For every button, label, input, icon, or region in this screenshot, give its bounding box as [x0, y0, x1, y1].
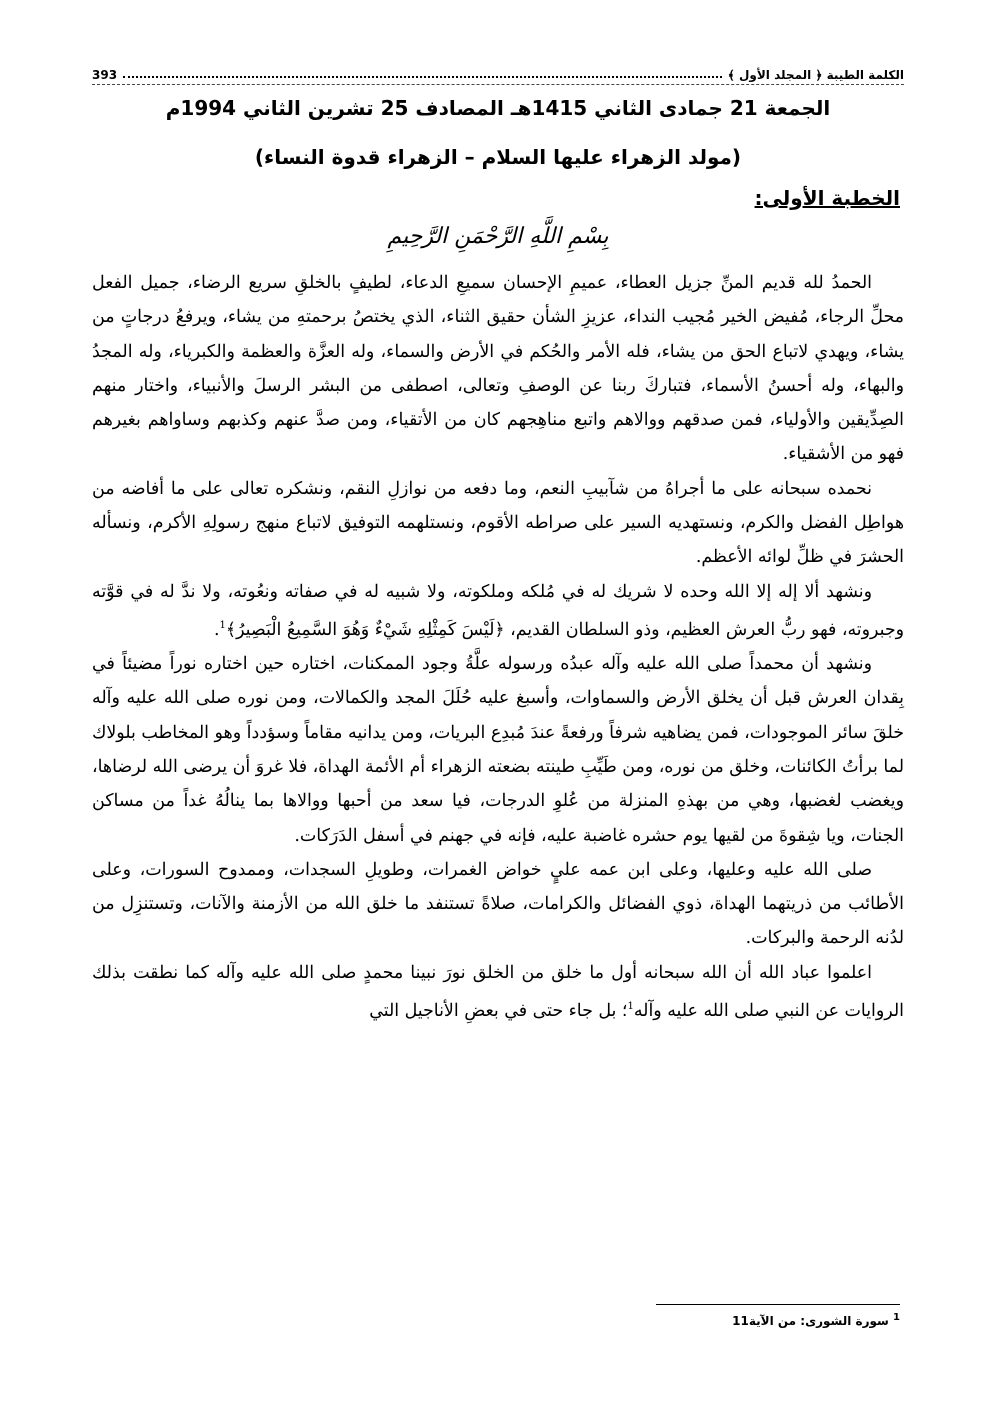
paragraph-4: ونشهد أن محمداً صلى الله عليه وآله عبدُه ورسوله علَّةُ وجود الممكنات، اختاره حين اختاره نوراً مضيئاً في بِقدان العرش قبل أن يخلق الأرض والسماوات، وأسبغ عليه حُلَلَ المجد والكمالات، ومن نوره صلى الله عليه وآله خلقَ سائر الموجودات، فمن يضاهيه شرفاً ورفعةً عندَ مُبدِع البريات، ومن يدانيه مقاماً وسؤدداً وهو المخاطب بلولاك لما برأتُ الكائنات، وخلق من نوره، ومن طَيِّبِ طينته بضعته الزهراء أم الأئمة الهداة، فلا غروَ أن يرضى الله لرضاها، ويغضب لغضبها، وهي من بهذهِ المنزلة من عُلوِ الدرجات، فيا سعد من أحبها ووالاها بما ينالُهُ غداً من مساكن الجنات، ويا شِقوةَ من لقيها يوم حشره غاضبة عليه، فإنه في جهنم في أسفل الدَرَكات. — [92, 654, 904, 846]
quran-quote: ﴿لَيْسَ كَمِثْلِهِ شَيْءٌ وَهُوَ السَّمِيعُ الْبَصِيرُ﴾ — [225, 619, 505, 640]
paragraph-2: نحمده سبحانه على ما أجراهُ من شآبيبِ النعم، وما دفعه من نوازلِ النقم، ونشكره تعالى على ما أفاضه من هواطِل الفضل والكرم، ونستهديه السير على صراطه الأقوم، ونستلهمه التوفيق لاتباع منهج رسولِهِ الأكرم، ونسأله الحشرَ في ظلِّ لوائه الأعظم. — [92, 478, 904, 568]
footnote-marker: 1 — [627, 1001, 634, 1013]
paragraph-1: الحمدُ لله قديم المنِّ جزيل العطاء، عميمِ الإحسان سميعِ الدعاء، لطيفٍ بالخلقِ سريع الرضاء، جميل الفعل محلِّ الرجاء، مُفيض الخير مُجيب النداء، عزيزِ الشأن حقيق الثناء، الذي يختصُ برحمتهِ من يشاء، ويرفعُ درجاتٍ من يشاء، ويهدي لاتباع الحق من يشاء، فله الأمر والحُكم في الأرض والسماء، وله العزَّة والعظمة والكبرياء، وله المجدُ والبهاء، وله أحسنُ الأسماء، فتباركَ ربنا عن الوصفِ وتعالى، اصطفى من البشر الرسلَ والأنبياء، واختار منهم الصِدِّيقين والأولياء، فمن صدقهم ووالاهم واتبع مناهِجهم كان من الأتقياء، ومن صدَّ عنهم وكذبهم وساواهم بغيرهم فهو من الأشقياء. — [92, 273, 904, 465]
sermon-date-heading: الجمعة 21 جمادى الثاني 1415هـ المصادف 25 تشرين الثاني 1994م — [165, 96, 831, 120]
paragraph-6 — [92, 956, 904, 1028]
sermon-occasion-heading: (مولد الزهراء عليها السلام – الزهراء قدوة النساء) — [254, 145, 742, 169]
paragraph-6-text: اعلموا عباد الله أن الله سبحانه أول ما خلق من الخلق نورَ نبينا محمدٍ صلى الله عليه وآله كما نطقت بذلك الروايات عن النبي صلى الله عليه وآله — [92, 962, 904, 1021]
paragraph-3-text: ونشهد ألا إله إلا الله وحده لا شريك له في مُلكه وملكوته، ولا شبيه له في صفاته ونعُوته، ولا ندَّ له في قوَّته وجبروته، فهو ربُّ العرش العظيم، وذو السلطان القديم، — [92, 581, 904, 640]
sermon-body — [92, 266, 904, 1028]
running-header — [92, 58, 904, 82]
footnote-marker: 1 — [219, 619, 226, 631]
footnote-divider — [656, 1304, 900, 1305]
page-number: 393 — [92, 68, 118, 82]
header-divider — [92, 84, 904, 85]
paragraph-5: صلى الله عليه وعليها، وعلى ابن عمه عليٍ خواض الغمرات، وطويلِ السجدات، وممدوح السورات، وعلى الأطائب من ذريتهما الهداة، ذوي الفضائل والكرامات، صلاةً تستنفد ما خلق الله من الأزمنة والآنات، وتستنزِل من لدُنه الرحمة والبركات. — [92, 859, 904, 949]
first-sermon-label: الخطبة الأولى: — [754, 186, 900, 210]
paragraph-3-end: . — [213, 619, 220, 640]
header-dot-leader — [123, 75, 722, 78]
basmala-calligraphy: بِسْمِ اللَّهِ الرَّحْمَنِ الرَّحِيمِ — [387, 224, 609, 249]
footnote-number: 1 — [893, 1312, 900, 1323]
paragraph-6-end: ؛ بل جاء حتى في بعضِ الأناجيل التي — [369, 1000, 628, 1021]
book-title: الكلمة الطيبة ﴿ المجلد الأول ﴾ — [727, 68, 904, 82]
footnote-text: سورة الشورى: من الآية11 — [732, 1314, 889, 1328]
footnote — [732, 1312, 900, 1328]
paragraph-3 — [92, 575, 904, 647]
